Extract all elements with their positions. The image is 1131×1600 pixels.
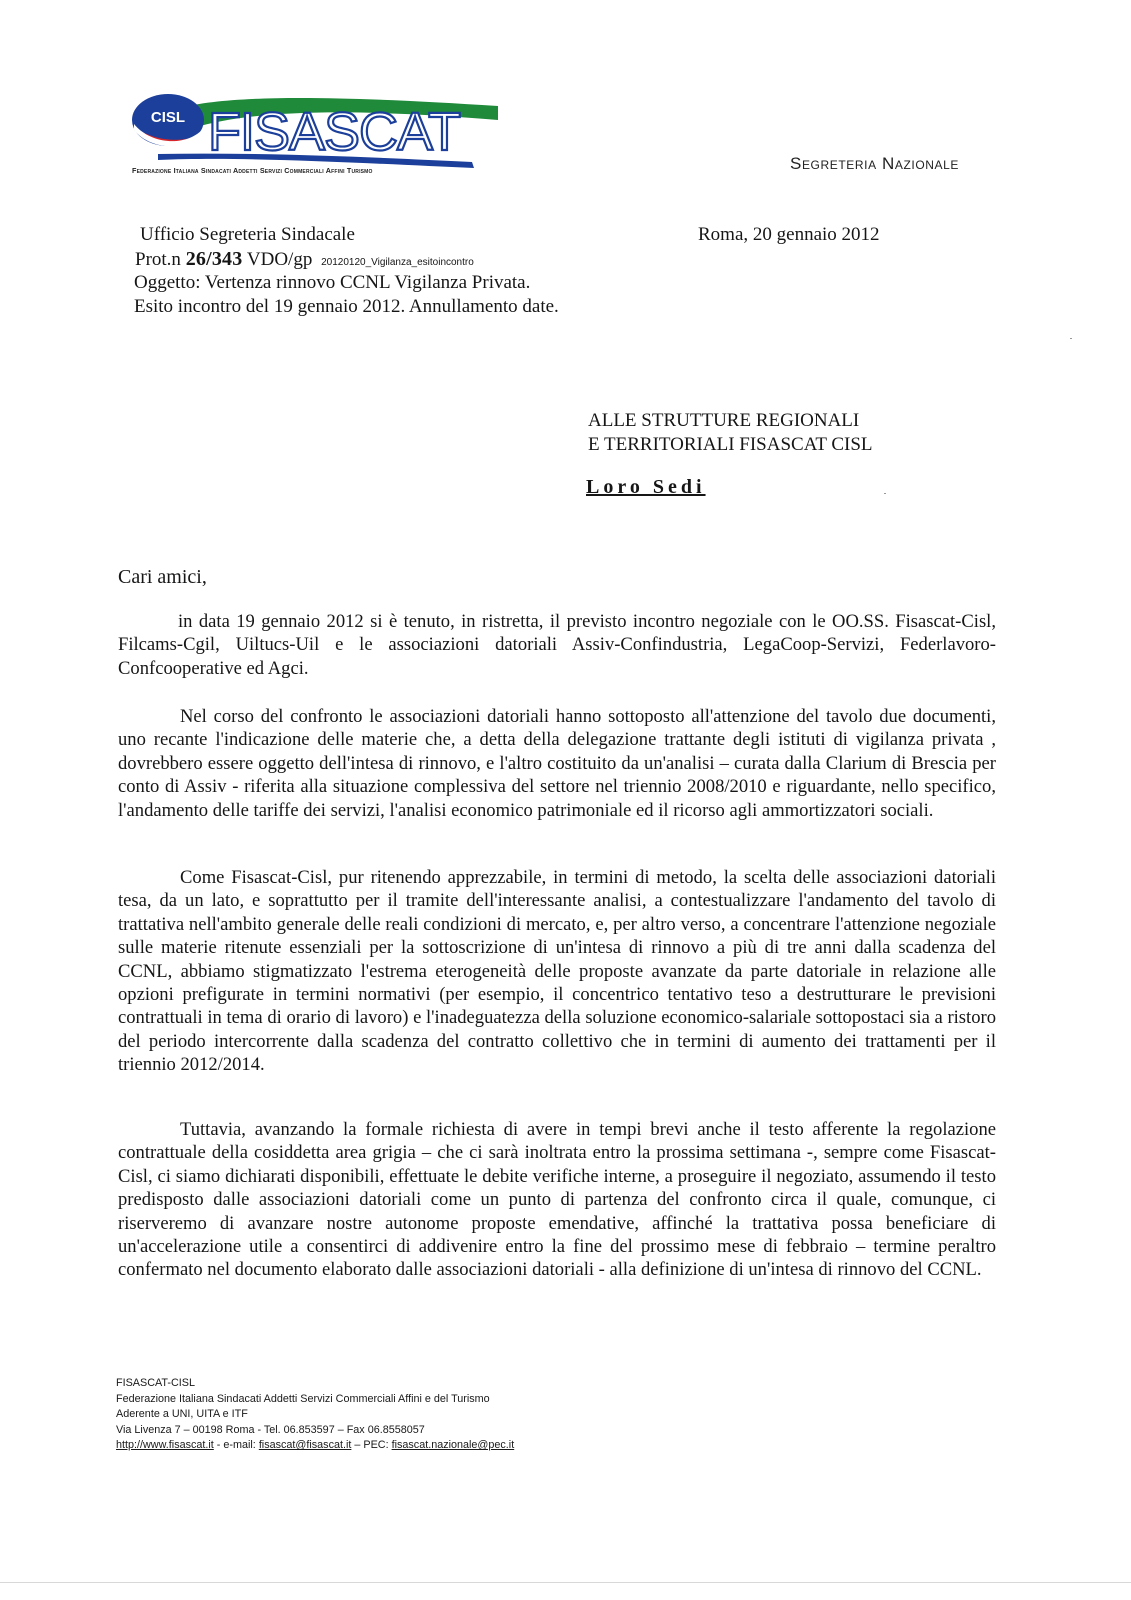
prot-prefix: Prot.n: [135, 249, 181, 270]
letterhead-footer: [116, 1376, 676, 1454]
footer-affiliation: Aderente a UNI, UITA e ITF: [116, 1408, 248, 1421]
website-link[interactable]: http://www.fisascat.it: [116, 1439, 214, 1452]
email-label: - e-mail:: [213, 1439, 259, 1452]
prot-suffix: VDO/gp: [246, 249, 313, 270]
subject-continuation: Esito incontro del 19 gennaio 2012. Annullamento date.: [134, 296, 559, 317]
subject-line: Oggetto: Vertenza rinnovo CCNL Vigilanza Privata.: [134, 272, 531, 293]
recipient-line-1: ALLE STRUTTURE REGIONALI: [588, 410, 860, 431]
loro-sedi: Loro Sedi: [586, 476, 706, 498]
fisascat-wordmark: FISASCAT: [208, 102, 461, 162]
email-link[interactable]: fisascat@fisascat.it: [258, 1439, 352, 1452]
ufficio-line: Ufficio Segreteria Sindacale: [140, 224, 355, 245]
body-paragraph: Tuttavia, avanzando la formale richiesta di avere in tempi brevi anche il testo afferente la regolazione contrattuale della cosiddetta area grigia – che ci sarà inoltrata entro la prossima settimana -, sempre come Fisascat-Cisl, ci siamo dichiarati disponibili, effettuate le debite verifiche interne, a proseguire il negoziato, assumendo il testo predisposto dalle associazioni datoriali come un punto di partenza del confronto circa il quale, comunque, ci riserveremo di avanzare nostre autonome proposte emendative, affinché la trattativa possa beneficiare di un'accelerazione utile a consentirci di addivenire entro la fine del prossimo mese di febbraio – termine peraltro confermato nel documento elaborato dalle associazioni datoriali - alla definizione di un'intesa di rinnovo del CCNL.: [118, 1119, 996, 1281]
footer-full-name: Federazione Italiana Sindacati Addetti Servizi Commerciali Affini e del Turismo: [116, 1392, 490, 1405]
scan-edge-line: [0, 1582, 1131, 1583]
body-paragraph: Come Fisascat-Cisl, pur ritenendo apprezzabile, in termini di metodo, la scelta delle associazioni datoriali tesa, da un lato, e soprattutto per il tramite dell'interessante analisi, a contestualizzare l'andamento del tavolo di trattativa nell'ambito generale delle reali condizioni di mercato, e, per altro verso, a concentrare l'attenzione negoziale sulle materie ritenute essenziali per la sottoscrizione di un'intesa di rinnovo a più di tre anni dalla scadenza del CCNL, abbiamo stigmatizzato l'estrema eterogeneità delle proposte avanzate da parte datoriale in relazione alle opzioni prefigurate in termini normativi (per esempio, il concentrico tentativo teso a destrutturare le previsioni contrattuali in tema di orario di lavoro) e l'inadeguatezza della soluzione economico-salariale sottopostaci sia a ristoro del periodo intercorrente dalla scadenza del contratto collettivo che in termini di aumento dei trattamenti per il triennio 2012/2014.: [118, 867, 996, 1076]
prot-number: 26/343: [185, 248, 243, 270]
scan-speck: [1070, 338, 1072, 339]
pec-link[interactable]: fisascat.nazionale@pec.it: [391, 1439, 515, 1452]
place-date: Roma, 20 gennaio 2012: [698, 224, 880, 245]
footer-contacts: [116, 1438, 676, 1454]
body-paragraph: in data 19 gennaio 2012 si è tenuto, in ristretta, il previsto incontro negoziale con le OO.SS. Fisascat-Cisl, Filcams-Cgil, Uiltucs-Uil e le associazioni datoriali Assiv-Confindustria, LegaCoop-Servizi, Federlavoro-Confcooperative ed Agci.: [118, 611, 996, 679]
body-paragraph: Nel corso del confronto le associazioni datoriali hanno sottoposto all'attenzione del tavolo due documenti, uno recante l'indicazione delle materie che, a detta della delegazione trattante degli istituti di vigilanza privata , dovrebbero essere oggetto dell'intesa di rinnovo, e l'altro costituito da un'analisi – curata dalla Clarium di Brescia per conto di Assiv - riferita alla situazione complessiva del settore nel triennio 2008/2010 e riguardante, nello specifico, l'andamento delle tariffe dei servizi, l'analisi economico patrimoniale ed il ricorso agli ammortizzatori sociali.: [118, 706, 996, 821]
recipient-line-2: E TERRITORIALI FISASCAT CISL: [588, 434, 873, 455]
salutation: Cari amici,: [118, 566, 207, 588]
logo-tagline: Federazione Italiana Sindacati Addetti Servizi Commerciali Affini Turismo: [132, 166, 373, 175]
pec-label: – PEC:: [351, 1439, 392, 1452]
scan-speck: [884, 493, 886, 494]
fisascat-logo: [128, 86, 498, 178]
segreteria-nazionale: Segreteria Nazionale: [790, 154, 960, 173]
prot-file: 20120120_Vigilanza_esitoincontro: [321, 257, 474, 268]
cisl-badge-text: CISL: [150, 109, 186, 126]
cisl-badge: [132, 94, 204, 146]
footer-org: FISASCAT-CISL: [116, 1377, 195, 1389]
footer-address: Via Livenza 7 – 00198 Roma - Tel. 06.853597 – Fax 06.8558057: [116, 1423, 425, 1436]
